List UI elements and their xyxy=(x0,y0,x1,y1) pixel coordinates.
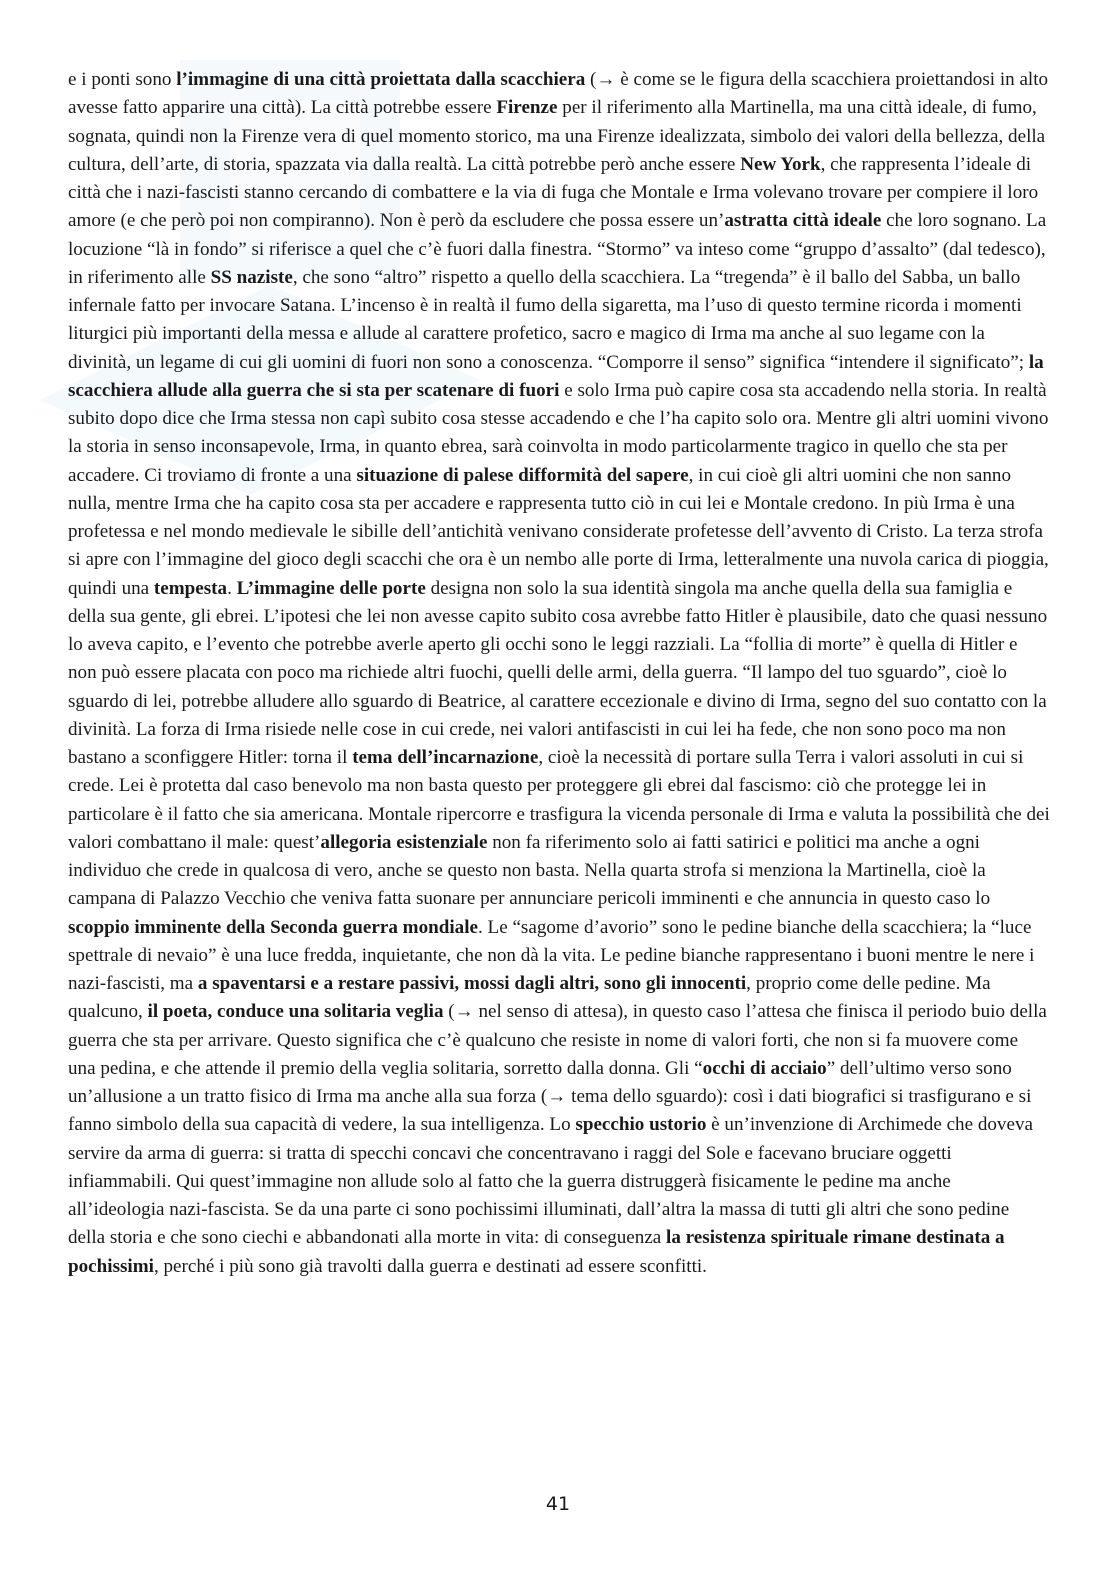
bold-phrase: tema dell’incarnazione xyxy=(352,747,539,768)
text-run: , perché i più sono già travolti dalla guerra e destinati ad essere sconfitti. xyxy=(153,1255,707,1277)
text-run: e i ponti sono xyxy=(68,69,177,90)
text-run: e solo Irma può capire cosa sta accadendo nella storia. In realtà subito dopo dice che Irma stessa non capì subito cosa stesse accadendo e che l’ha capito solo ora. Mentre gli altri uomini vivono la storia in senso inconsapevole, Irma, in quanto ebrea, sarà coinvolta in modo particolarmente tragico in quello che sta per accadere. Ci troviamo di fronte a una xyxy=(68,379,1049,486)
text-run: , che rappresenta l’ideale di città che i nazi-fascisti stanno cercando di combattere e la via di fuga che Montale e Irma volevano trovare per compiere il loro amore (e che però poi non compiranno). Non è però da escludere che possa essere un’ xyxy=(68,153,1039,232)
bold-phrase: tempesta xyxy=(153,577,228,599)
bold-phrase: l’immagine di una città proiettata dalla scacchiera xyxy=(176,69,586,90)
bold-phrase: situazione di palese difformità del sapere xyxy=(356,464,689,486)
text-run: (→ nel senso di attesa), in questo caso l’attesa che finisca il periodo buio della guerra che sta per arrivare. Questo significa che c’è qualcuno che resiste in nome di valori forti, che non si fa muovere come una pedina, e che attende il premio della veglia solitaria, sorretto dalla donna. Gli “ xyxy=(68,1001,1047,1079)
text-run: designa non solo la sua identità singola ma anche quella della sua famiglia e della sua gente, gli ebrei. L’ipotesi che lei non avesse capito subito cosa avrebbe fatto Hitler è plausibile, dato che quasi nessuno lo aveva capito, e l’evento che potrebbe averle aperto gli occhi sono le leggi razziali. La “follia di morte” è quella di Hitler e non può essere placata con poco ma richiede altri fuochi, quelli delle armi, della guerra. “Il lampo del tuo sguardo”, cioè lo sguardo di lei, potrebbe alludere allo sguardo di Beatrice, al carattere eccezionale e divino di Irma, segno del suo contatto con la divinità. La forza di Irma risiede nelle cose in cui crede, nei valori antifascisti in cui lei ha fede, che non sono poco ma non bastano a sconfiggere Hitler: torna il xyxy=(68,577,1048,768)
document-body xyxy=(68,66,1050,1281)
page-number: 41 xyxy=(545,1493,571,1515)
bold-phrase: L’immagine delle porte xyxy=(236,577,426,599)
text-run: che loro sognano. La locuzione “là in fondo” si riferisce a quel che c’è fuori dalla finestra. “Stormo” va inteso come “gruppo d’assalto” (dal tedesco), in riferimento alle xyxy=(68,210,1047,288)
text-run: , cioè la necessità di portare sulla Terra i valori assoluti in cui si crede. Lei è protetta dal caso benevolo ma non basta questo per proteggere gli ebrei dal fascismo: ciò che protegge lei in particolare è il fatto che sia americana. Montale ripercorre e trasfigura la vicenda personale di Irma e valuta la possibilità che dei valori combattano il male: quest’ xyxy=(68,747,1050,853)
bold-phrase: la resistenza spirituale rimane destinata a pochissimi xyxy=(68,1227,1005,1277)
bold-phrase: a spaventarsi e a restare passivi, mossi dagli altri, sono gli innocenti xyxy=(197,973,747,994)
bold-phrase: Firenze xyxy=(496,97,558,119)
text-run: ” dell’ultimo verso sono un’allusione a un tratto fisico di Irma ma anche alla sua forza (→ tema dello sguardo): così i dati biografici si trasfigurano e si fanno simbolo della sua capacità di vedere, la sua intelligenza. Lo xyxy=(68,1057,1032,1136)
text-run: non fa riferimento solo ai fatti satirici e politici ma anche a ogni individuo che crede in qualcosa di vero, anche se questo non basta. Nella quarta strofa si menziona la Martinella, cioè la campana di Palazzo Vecchio che veniva fatta suonare per annunciare pericoli imminenti e che annuncia in questo caso lo xyxy=(68,831,991,910)
text-run: . Le “sagome d’avorio” sono le pedine bianche della scacchiera; la “luce spettrale di nevaio” è una luce fredda, inquietante, che non dà la vita. Le pedine bianche rappresentano i buoni mentre le nere i nazi-fascisti, ma xyxy=(68,916,1035,994)
text-run: . xyxy=(227,577,237,599)
bold-phrase: scoppio imminente della Seconda guerra mondiale xyxy=(68,916,478,938)
bold-phrase: occhi di acciaio xyxy=(702,1057,827,1079)
bold-phrase: specchio ustorio xyxy=(575,1114,707,1136)
bold-phrase: SS naziste xyxy=(210,266,293,288)
text-run: , in cui cioè gli altri uomini che non sanno nulla, mentre Irma che ha capito cosa sta per accadere e rappresenta tutto ciò in cui lei e Montale credono. In più Irma è una profetessa e nel mondo medievale le sibille dell’antichità venivano considerate profetesse dell’avvento di Cristo. La terza strofa si apre con l’immagine del gioco degli scacchi che ora è un nembo alle porte di Irma, letteralmente una nuvola carica di pioggia, quindi una xyxy=(68,464,1049,599)
bold-phrase: astratta città ideale xyxy=(724,210,882,232)
body-paragraph xyxy=(68,66,1050,1281)
text-run: , proprio come delle pedine. Ma qualcuno, xyxy=(68,973,991,1023)
bold-phrase: New York xyxy=(740,153,821,175)
text-run: , che sono “altro” rispetto a quello della scacchiera. La “tregenda” è il ballo del Sabba, un ballo infernale fatto per invocare Satana. L’incenso è in realtà il fumo della sigaretta, ma l’uso di questo termine ricorda i momenti liturgici più importanti della messa e allude al carattere profetico, sacro e magico di Irma ma anche al suo legame con la divinità, un legame di cui gli uomini di fuori non sono a conoscenza. “Comporre il senso” significa “intendere il significato”; xyxy=(68,266,1029,373)
bold-phrase: la scacchiera allude alla guerra che si sta per scatenare di fuori xyxy=(68,351,1044,401)
bold-phrase: il poeta, conduce una solitaria veglia xyxy=(147,1001,444,1023)
text-run: è un’invenzione di Archimede che doveva servire da arma di guerra: si tratta di specchi concavi che concentravano i raggi del Sole e facevano bruciare oggetti infiammabili. Qui quest’immagine non allude solo al fatto che la guerra distruggerà fisicamente le pedine ma anche all’ideologia nazi-fascista. Se da una parte ci sono pochissimi illuminati, dall’altra la massa di tutti gli altri che sono pedine della storia e che sono ciechi e abbandonati alla morte in vita: di conseguenza xyxy=(68,1114,1033,1249)
bold-phrase: allegoria esistenziale xyxy=(320,831,488,853)
text-run: per il riferimento alla Martinella, ma una città ideale, di fumo, sognata, quindi non la Firenze vera di quel momento storico, ma una Firenze idealizzata, simbolo dei valori della bellezza, della cultura, dell’arte, di storia, spazzata via dalla realtà. La città potrebbe però anche essere xyxy=(68,97,1046,175)
text-run: (→ è come se le figura della scacchiera proiettandosi in alto avesse fatto apparire una città). La città potrebbe essere xyxy=(68,69,1049,119)
